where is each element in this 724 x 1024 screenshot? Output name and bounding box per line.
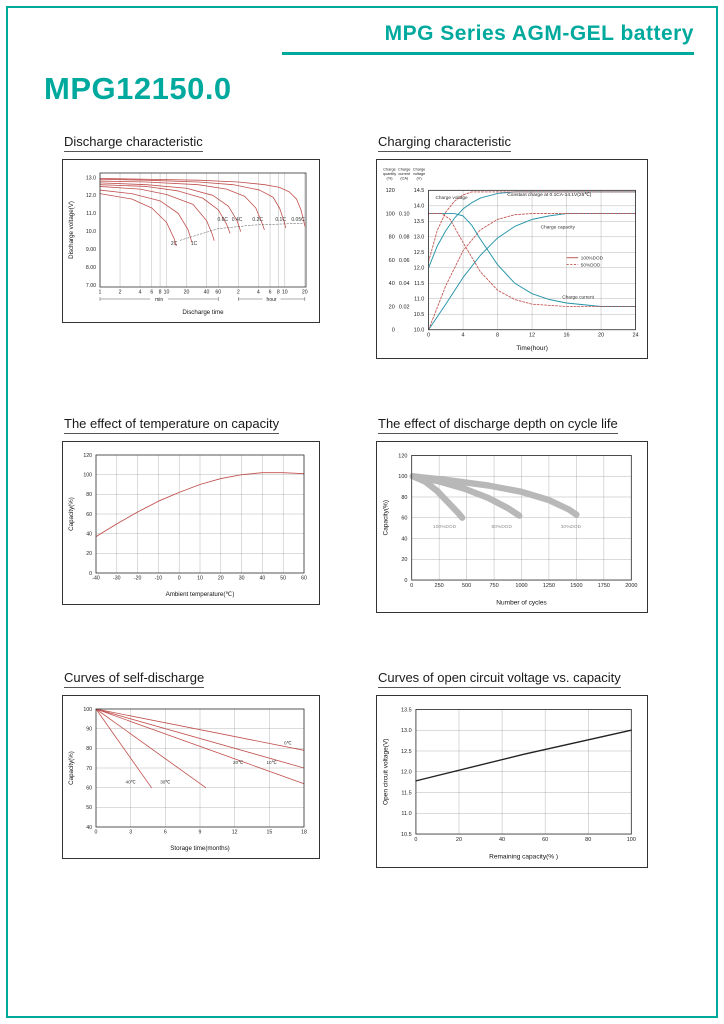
temperature-capacity-chart	[66, 447, 316, 599]
svg-text:120: 120	[83, 452, 92, 459]
svg-text:250: 250	[434, 582, 444, 589]
svg-text:4: 4	[256, 289, 260, 296]
charging-characteristic-chart	[380, 165, 644, 353]
svg-text:Number of cycles: Number of cycles	[496, 599, 547, 607]
svg-text:1500: 1500	[570, 582, 583, 589]
chart-title-cycle-life: The effect of discharge depth on cycle life	[378, 416, 618, 434]
svg-text:10: 10	[197, 575, 203, 582]
svg-text:1250: 1250	[542, 582, 556, 589]
svg-text:13.0: 13.0	[85, 175, 96, 182]
chart-panel-temperature	[62, 415, 320, 605]
chart-title-self-discharge: Curves of self-discharge	[64, 670, 204, 688]
svg-text:100: 100	[385, 211, 395, 218]
svg-text:30℃: 30℃	[160, 780, 171, 786]
chart-title-discharge: Discharge characteristic	[64, 134, 203, 152]
charts-grid	[62, 133, 690, 868]
chart-box-cycle-life	[376, 441, 648, 614]
svg-text:8: 8	[496, 332, 500, 339]
svg-text:2: 2	[236, 289, 240, 296]
svg-text:12.0: 12.0	[413, 265, 425, 272]
svg-text:10.0: 10.0	[413, 327, 425, 334]
svg-text:Remaining capacity(% ): Remaining capacity(% )	[489, 853, 559, 861]
model-number: MPG12150.0	[44, 71, 232, 106]
svg-text:100: 100	[83, 707, 92, 714]
svg-text:0.2C: 0.2C	[252, 216, 263, 223]
svg-text:10.5: 10.5	[401, 832, 412, 839]
svg-text:12: 12	[231, 829, 238, 836]
svg-text:11.0: 11.0	[401, 811, 412, 818]
svg-text:2000: 2000	[625, 582, 638, 589]
svg-text:20: 20	[86, 551, 92, 558]
svg-text:500: 500	[462, 582, 472, 589]
svg-text:20: 20	[217, 575, 224, 582]
svg-text:50%DOD: 50%DOD	[491, 525, 512, 531]
svg-text:20℃: 20℃	[232, 760, 244, 766]
svg-text:60: 60	[215, 289, 222, 296]
svg-text:100%DOD: 100%DOD	[433, 525, 457, 531]
svg-text:80: 80	[388, 234, 395, 241]
chart-panel-ocv	[376, 669, 648, 868]
svg-text:0.6C: 0.6C	[217, 216, 229, 223]
svg-text:80: 80	[401, 494, 408, 501]
svg-text:0.08: 0.08	[398, 234, 410, 241]
svg-text:0: 0	[177, 575, 181, 582]
svg-text:3: 3	[129, 829, 133, 836]
svg-text:0: 0	[404, 577, 408, 584]
svg-text:-10: -10	[154, 575, 163, 582]
svg-text:0.1C: 0.1C	[275, 216, 286, 223]
svg-text:13.0: 13.0	[413, 234, 425, 241]
svg-text:50: 50	[86, 805, 92, 812]
svg-text:1000: 1000	[515, 582, 528, 589]
svg-text:0.04: 0.04	[398, 281, 410, 288]
svg-text:20: 20	[401, 557, 408, 564]
svg-text:11.0: 11.0	[414, 296, 425, 303]
page-header	[30, 22, 694, 55]
svg-text:100: 100	[626, 837, 636, 844]
svg-text:Charge capacity: Charge capacity	[540, 225, 576, 231]
svg-text:(%): (%)	[386, 176, 393, 181]
svg-text:Time(hour): Time(hour)	[516, 344, 548, 352]
svg-text:-20: -20	[133, 575, 142, 582]
svg-text:-30: -30	[113, 575, 121, 582]
svg-text:2: 2	[118, 289, 122, 296]
svg-text:40: 40	[401, 536, 408, 543]
svg-text:11.5: 11.5	[414, 281, 425, 288]
svg-text:60: 60	[542, 837, 549, 844]
svg-text:60: 60	[301, 575, 307, 582]
discharge-characteristic-chart	[66, 165, 316, 317]
svg-text:Capacity(%): Capacity(%)	[68, 751, 75, 786]
svg-text:quantity: quantity	[382, 171, 397, 176]
svg-text:20: 20	[301, 289, 308, 296]
svg-text:0.10: 0.10	[398, 211, 410, 218]
svg-text:Capacity(%): Capacity(%)	[382, 499, 390, 536]
svg-text:14.0: 14.0	[413, 203, 425, 210]
svg-text:60: 60	[388, 257, 395, 264]
svg-text:0℃: 0℃	[283, 740, 292, 746]
svg-text:18: 18	[301, 829, 307, 836]
svg-text:min: min	[155, 296, 164, 303]
svg-text:100: 100	[83, 472, 92, 479]
svg-text:13.5: 13.5	[401, 707, 412, 714]
svg-text:Discharge voltage(V): Discharge voltage(V)	[68, 201, 75, 259]
svg-text:0: 0	[414, 837, 418, 844]
svg-text:13.0: 13.0	[401, 728, 412, 735]
svg-text:40: 40	[499, 837, 506, 844]
svg-text:60: 60	[86, 511, 92, 518]
svg-text:1750: 1750	[597, 582, 610, 589]
svg-text:20: 20	[597, 332, 605, 339]
svg-text:10: 10	[163, 289, 170, 296]
chart-box-temperature	[62, 441, 320, 605]
svg-text:0: 0	[94, 829, 98, 836]
header-underline	[282, 22, 694, 55]
svg-text:40: 40	[388, 281, 395, 288]
svg-text:8: 8	[158, 289, 162, 296]
chart-title-temperature: The effect of temperature on capacity	[64, 416, 279, 434]
svg-text:60: 60	[86, 785, 92, 792]
svg-text:Constant charge at 0.1CA-14.1V: Constant charge at 0.1CA-14.1V(25℃)	[507, 193, 592, 199]
svg-text:0.05C: 0.05C	[291, 216, 305, 223]
svg-text:0: 0	[427, 332, 431, 339]
svg-text:90: 90	[86, 726, 92, 733]
svg-text:15: 15	[266, 829, 273, 836]
svg-text:9: 9	[198, 829, 202, 836]
svg-text:750: 750	[489, 582, 499, 589]
chart-box-discharge	[62, 159, 320, 323]
svg-text:12.5: 12.5	[413, 250, 425, 257]
svg-text:Charge current: Charge current	[562, 295, 594, 301]
svg-text:4: 4	[461, 332, 465, 339]
svg-text:10.0: 10.0	[85, 229, 96, 236]
svg-text:9.00: 9.00	[85, 247, 96, 254]
svg-text:80: 80	[585, 837, 592, 844]
svg-text:30%DOD: 30%DOD	[560, 525, 582, 531]
svg-text:12.5: 12.5	[401, 749, 412, 756]
svg-text:40℃: 40℃	[125, 780, 136, 786]
svg-text:80: 80	[86, 746, 92, 753]
svg-text:Open circuit voltage(V): Open circuit voltage(V)	[382, 738, 390, 806]
svg-text:20: 20	[183, 289, 190, 296]
svg-text:11.0: 11.0	[86, 211, 96, 218]
svg-text:Capacity(%): Capacity(%)	[68, 497, 75, 531]
svg-text:current: current	[398, 171, 411, 176]
svg-text:16: 16	[563, 332, 570, 339]
svg-text:voltage: voltage	[412, 171, 426, 176]
svg-text:11.5: 11.5	[401, 790, 412, 797]
discharge-depth-cycle-life-chart	[380, 447, 644, 608]
svg-text:13.5: 13.5	[413, 219, 425, 226]
svg-text:6: 6	[150, 289, 154, 296]
svg-text:100: 100	[398, 474, 408, 481]
svg-text:1C: 1C	[190, 240, 198, 247]
chart-panel-discharge	[62, 133, 320, 323]
svg-text:6: 6	[268, 289, 272, 296]
svg-text:40: 40	[259, 575, 266, 582]
svg-text:10: 10	[281, 289, 288, 296]
svg-text:14.5: 14.5	[413, 188, 425, 195]
svg-text:12.0: 12.0	[85, 193, 96, 200]
svg-text:Discharge time: Discharge time	[182, 309, 224, 316]
svg-text:10.5: 10.5	[413, 312, 425, 319]
svg-text:1: 1	[98, 289, 102, 296]
chart-panel-self-discharge	[62, 669, 320, 859]
svg-text:8.00: 8.00	[85, 265, 96, 272]
svg-text:(CA): (CA)	[400, 176, 409, 181]
svg-text:20: 20	[388, 304, 395, 311]
svg-text:0.4C: 0.4C	[231, 216, 243, 223]
page-border-frame	[6, 6, 718, 1018]
chart-title-charging: Charging characteristic	[378, 134, 511, 152]
svg-text:(V): (V)	[416, 176, 422, 181]
svg-text:20: 20	[455, 837, 463, 844]
svg-text:6: 6	[163, 829, 167, 836]
svg-text:100%DOD: 100%DOD	[580, 255, 603, 261]
svg-text:12.0: 12.0	[401, 770, 412, 777]
chart-box-self-discharge	[62, 695, 320, 859]
svg-text:0: 0	[89, 570, 92, 577]
svg-text:7.00: 7.00	[85, 283, 96, 290]
svg-text:40: 40	[86, 531, 92, 538]
svg-text:Charge: Charge	[383, 167, 396, 172]
svg-text:Storage time(months): Storage time(months)	[170, 845, 230, 853]
chart-panel-charging	[376, 133, 648, 359]
svg-text:40: 40	[203, 289, 210, 296]
svg-text:Charge voltage: Charge voltage	[435, 196, 468, 202]
chart-title-ocv: Curves of open circuit voltage vs. capacity	[378, 670, 621, 688]
self-discharge-chart	[66, 701, 316, 853]
svg-text:40: 40	[86, 825, 92, 832]
svg-text:2C: 2C	[170, 240, 178, 247]
svg-text:120: 120	[385, 188, 395, 195]
svg-text:0: 0	[410, 582, 414, 589]
svg-text:70: 70	[86, 766, 92, 773]
svg-text:120: 120	[398, 453, 408, 460]
svg-text:50%DOD: 50%DOD	[580, 262, 601, 268]
chart-box-ocv	[376, 695, 648, 868]
svg-text:50: 50	[280, 575, 287, 582]
chart-panel-cycle-life	[376, 415, 648, 614]
svg-text:60: 60	[401, 515, 408, 522]
svg-text:hour: hour	[266, 296, 277, 303]
chart-box-charging	[376, 159, 648, 359]
svg-text:24: 24	[632, 332, 639, 339]
svg-text:Charge: Charge	[398, 167, 411, 172]
svg-text:-40: -40	[92, 575, 100, 582]
svg-text:Charge: Charge	[412, 167, 426, 172]
svg-text:0.02: 0.02	[398, 304, 410, 311]
svg-text:12: 12	[529, 332, 536, 339]
series-title: MPG Series AGM-GEL battery	[384, 22, 694, 45]
open-circuit-voltage-chart	[380, 701, 644, 862]
svg-text:10℃: 10℃	[266, 760, 277, 766]
svg-text:0.06: 0.06	[398, 257, 410, 264]
svg-text:80: 80	[86, 492, 92, 499]
svg-text:8: 8	[276, 289, 280, 296]
svg-text:4: 4	[138, 289, 142, 296]
svg-text:30: 30	[238, 575, 245, 582]
svg-text:Ambient temperature(℃): Ambient temperature(℃)	[165, 590, 235, 598]
svg-text:0: 0	[391, 327, 395, 334]
